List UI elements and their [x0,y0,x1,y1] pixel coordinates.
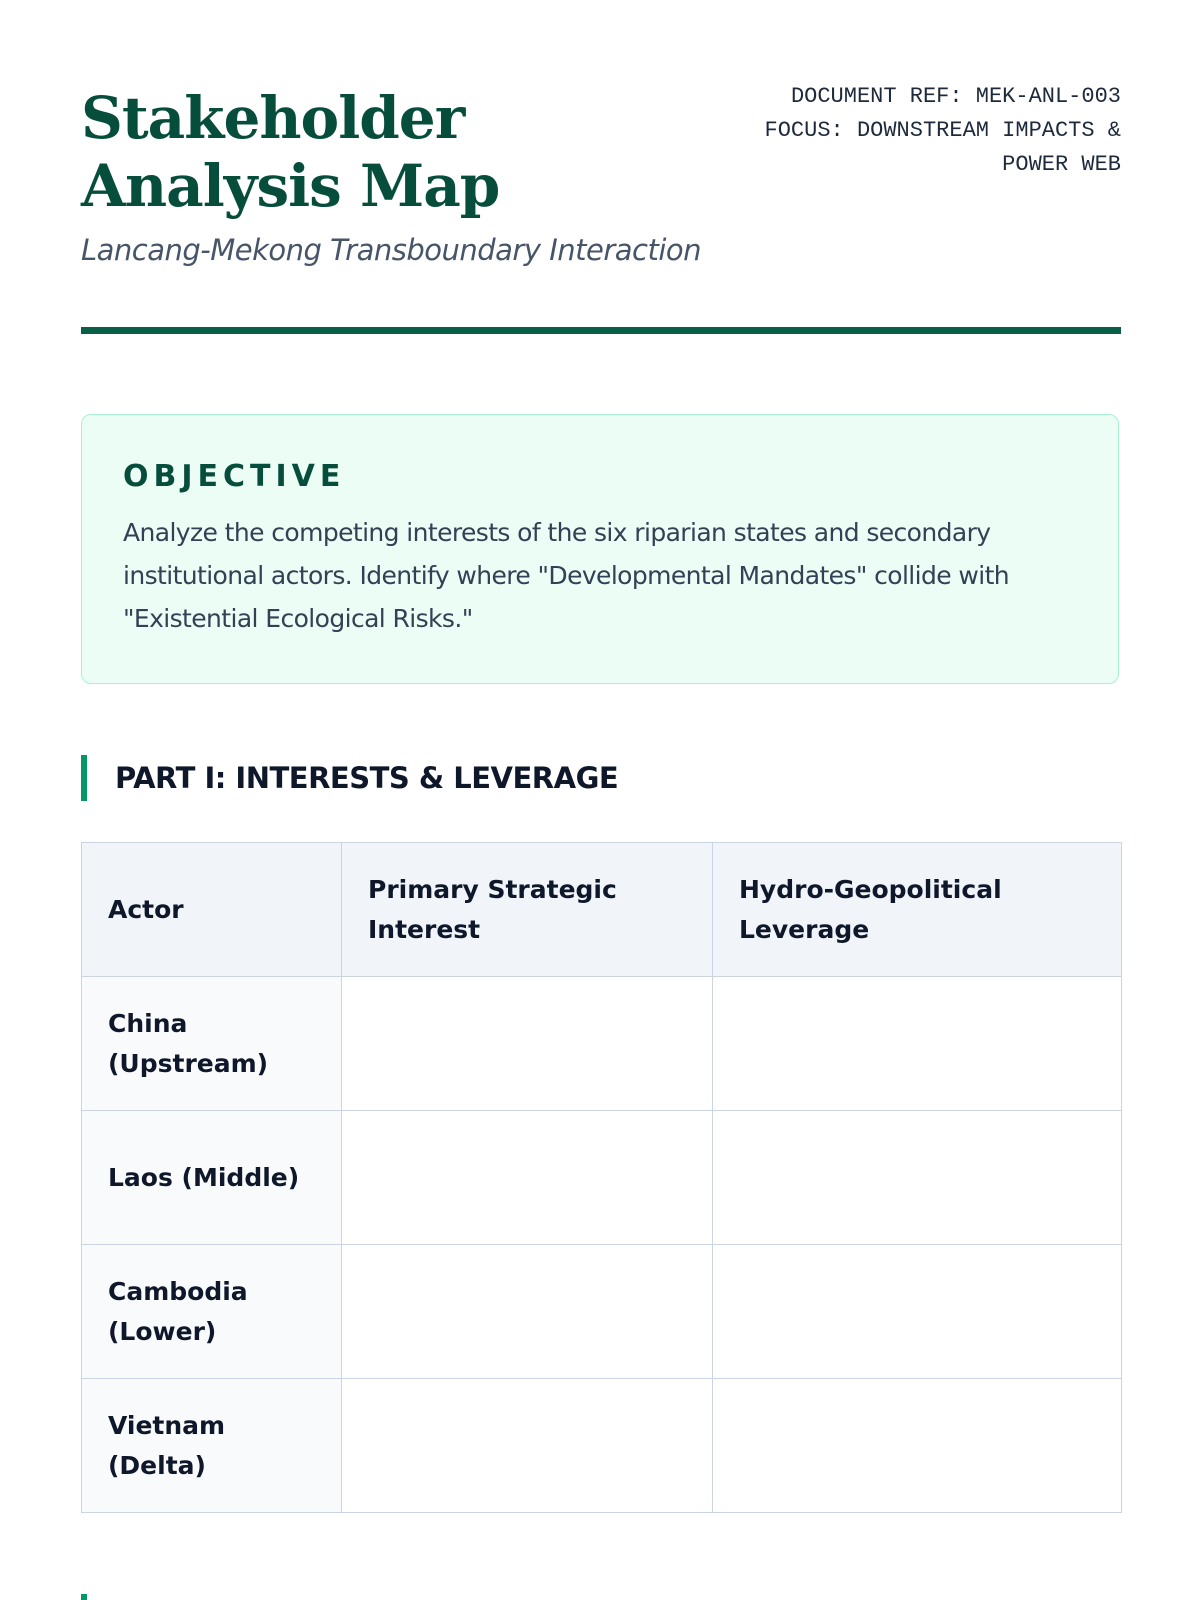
document-focus-line-1: FOCUS: DOWNSTREAM IMPACTS & [764,118,1121,143]
objective-text: Analyze the competing interests of the six riparian states and secondary institutional actors. Identify where "Developmental Mandates" collide with "Existential Ecological Risks." [123,518,1010,633]
interest-cell[interactable] [342,1245,713,1379]
interest-cell[interactable] [342,1111,713,1245]
section-heading-label: PART I: INTERESTS & LEVERAGE [115,761,619,795]
document-header [81,0,1121,300]
header-divider [81,327,1121,334]
section-heading [81,755,618,801]
column-header-leverage: Hydro-Geopolitical Leverage [713,843,1122,977]
table-row [82,1245,1122,1379]
interest-cell[interactable] [342,977,713,1111]
page-subtitle: Lancang-Mekong Transboundary Interaction [81,233,702,267]
actor-cell: China (Upstream) [82,977,342,1111]
interest-cell[interactable] [342,1379,713,1513]
stakeholder-table [81,842,1122,1513]
leverage-cell[interactable] [713,1379,1122,1513]
column-header-actor: Actor [82,843,342,977]
table-row [82,1379,1122,1513]
document-focus-line-2: POWER WEB [1002,152,1121,177]
document-ref: DOCUMENT REF: MEK-ANL-003 [790,84,1121,109]
table-row [82,977,1122,1111]
leverage-cell[interactable] [713,977,1122,1111]
objective-heading: OBJECTIVE [123,459,346,494]
page-title: Stakeholder Analysis Map [81,84,500,220]
table-header-row [82,843,1122,977]
next-section-marker [81,1594,87,1600]
document-meta [741,80,1121,182]
document-page [81,0,1121,1480]
leverage-cell[interactable] [713,1111,1122,1245]
actor-cell: Cambodia (Lower) [82,1245,342,1379]
leverage-cell[interactable] [713,1245,1122,1379]
actor-cell: Laos (Middle) [82,1111,342,1245]
table-row [82,1111,1122,1245]
column-header-interest: Primary Strategic Interest [342,843,713,977]
objective-box [81,414,1119,684]
actor-cell: Vietnam (Delta) [82,1379,342,1513]
